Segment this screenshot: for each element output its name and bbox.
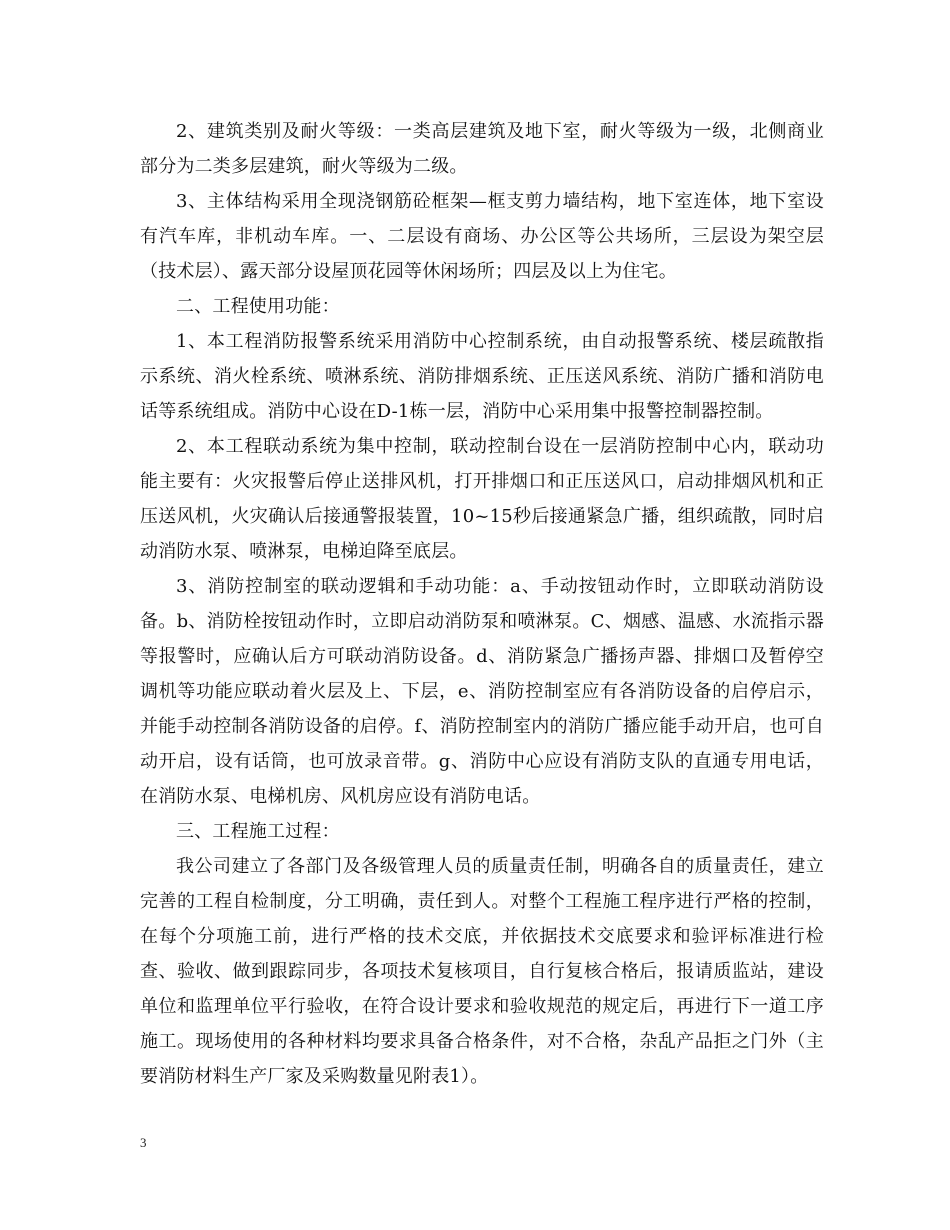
paragraph-quality-responsibility: 我公司建立了各部门及各级管理人员的质量责任制，明确各自的质量责任，建立完善的工程自检制度，分工明确，责任到人。对整个工程施工程序进行严格的控制，在每个分项施工前，进行严格的技术交底，并依据技术交底要求和验评标准进行检查、验收、做到跟踪同步，各项技术复核项目，自行复核合格后，报请质监站，建设单位和监理单位平行验收，在符合设计要求和验收规范的规定后，再进行下一道工序施工。现场使用的各种材料均要求具备合格条件，对不合格，杂乱产品拒之门外（主要消防材料生产厂家及采购数量见附表1）。 (140, 856, 824, 1087)
paragraph-linkage-system: 2、本工程联动系统为集中控制，联动控制台设在一层消防控制中心内，联动功能主要有：火灾报警后停止送排风机，打开排烟口和正压送风口，启动排烟风机和正压送风机，火灾确认后接通警报装置，10~15秒后接通紧急广播，组织疏散，同时启动消防水泵、喷淋泵，电梯迫降至底层。 (140, 436, 824, 562)
paragraph-building-category: 2、建筑类别及耐火等级：一类高层建筑及地下室，耐火等级为一级，北侧商业部分为二类多层建筑，耐火等级为二级。 (140, 121, 824, 177)
section-heading-construction: 三、工程施工过程： (176, 821, 340, 842)
page-number: 3 (140, 1135, 147, 1150)
paragraph-main-structure: 3、主体结构采用全现浇钢筋砼框架—框支剪力墙结构，地下室连体，地下室设有汽车库，非机动车库。一、二层设有商场、办公区等公共场所，三层设为架空层（技术层）、露天部分设屋顶花园等休闲场所；四层及以上为住宅。 (140, 191, 824, 282)
paragraph-alarm-system: 1、本工程消防报警系统采用消防中心控制系统，由自动报警系统、楼层疏散指示系统、消火栓系统、喷淋系统、消防排烟系统、正压送风系统、消防广播和消防电话等系统组成。消防中心设在D-1栋一层，消防中心采用集中报警控制器控制。 (140, 331, 824, 422)
section-heading-usage: 二、工程使用功能： (176, 296, 340, 317)
paragraph-control-room-functions: 3、消防控制室的联动逻辑和手动功能：a、手动按钮动作时，立即联动消防设备。b、消防栓按钮动作时，立即启动消防泵和喷淋泵。C、烟感、温感、水流指示器等报警时，应确认后方可联动消防设备。d、消防紧急广播扬声器、排烟口及暂停空调机等功能应联动着火层及上、下层，e、消防控制室应有各消防设备的启停启示，并能手动控制各消防设备的启停。f、消防控制室内的消防广播应能手动开启，也可自动开启，设有话筒，也可放录音带。g、消防中心应设有消防支队的直通专用电话，在消防水泵、电梯机房、风机房应设有消防电话。 (140, 576, 824, 807)
document-body (140, 114, 824, 1094)
